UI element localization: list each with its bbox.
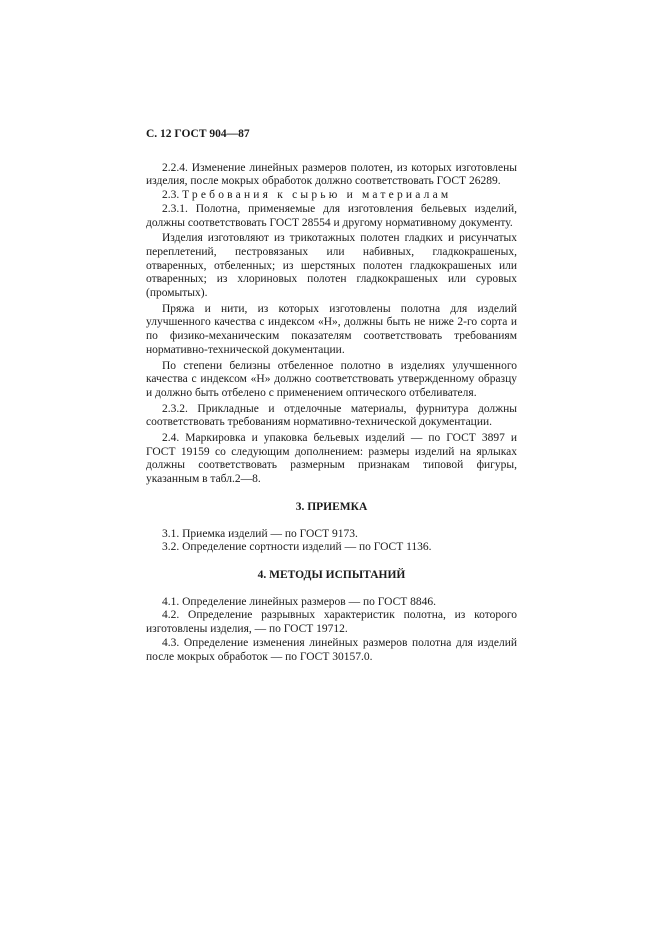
paragraph-3-1: 3.1. Приемка изделий — по ГОСТ 9173. [162, 527, 358, 540]
paragraph-4-2: 4.2. Определение разрывных характеристик полотна, из которого изготовлены изделия, — по ГОСТ 19712. [146, 609, 517, 636]
paragraph-2-3-heading [146, 189, 517, 203]
paragraph-4-3: 4.3. Определение изменения линейных размеров полотна для изделий после мокрых обработок — по ГОСТ 30157.0. [146, 636, 517, 663]
paragraph-fabrics: Изделия изготовляют из трикотажных полотен гладких и рисунчатых переплетений, пестровязаных или набивных, гладкокрашеных, отваренных, отбеленных; из шерстяных полотен гладкокрашеных или отваренных; из хлориновых полотен гладкокрашеных или суровых (промытых). [146, 232, 517, 300]
paragraph-2-2-4: 2.2.4. Изменение линейных размеров полотен, из которых изготовлены изделия, после мокрых обработок должно соответствовать ГОСТ 26289. [146, 161, 517, 188]
section-number: 2.3. [162, 189, 183, 202]
paragraph-2-3-1: 2.3.1. Полотна, применяемые для изготовления бельевых изделий, должны соответствовать ГОСТ 28554 и другому нормативному документу. [146, 202, 517, 229]
page-header: С. 12 ГОСТ 904—87 [146, 128, 250, 140]
paragraph-2-3-2: 2.3.2. Прикладные и отделочные материалы, фурнитура должны соответствовать требованиям нормативно-технической документации. [146, 402, 517, 429]
paragraph-yarn: Пряжа и нити, из которых изготовлены полотна для изделий улучшенного качества с индексом «Н», должны быть не ниже 2-го сорта и по физико-механическим показателям соответствовать требованиям нормативно-технической документации. [146, 302, 517, 356]
section-4-title: 4. МЕТОДЫ ИСПЫТАНИЙ [257, 568, 406, 581]
subsection-title: Требования к сырью и материалам [182, 189, 452, 202]
document-page [146, 128, 517, 664]
paragraph-3-2: 3.2. Определение сортности изделий — по ГОСТ 1136. [162, 541, 432, 554]
paragraph-2-4: 2.4. Маркировка и упаковка бельевых изделий — по ГОСТ 3897 и ГОСТ 19159 со следующим дополнением: размеры изделий на ярлыках должны соответствовать размерным признакам типовой фигуры, указанным в табл.2—8. [146, 432, 517, 486]
paragraph-whiteness: По степени белизны отбеленное полотно в изделиях улучшенного качества с индексом «Н» должно соответствовать утвержденному образцу и должно быть отбелено с применением оптического отбеливателя. [146, 359, 517, 399]
paragraph-4-1: 4.1. Определение линейных размеров — по ГОСТ 8846. [162, 595, 437, 608]
section-3-title: 3. ПРИЕМКА [295, 500, 368, 513]
